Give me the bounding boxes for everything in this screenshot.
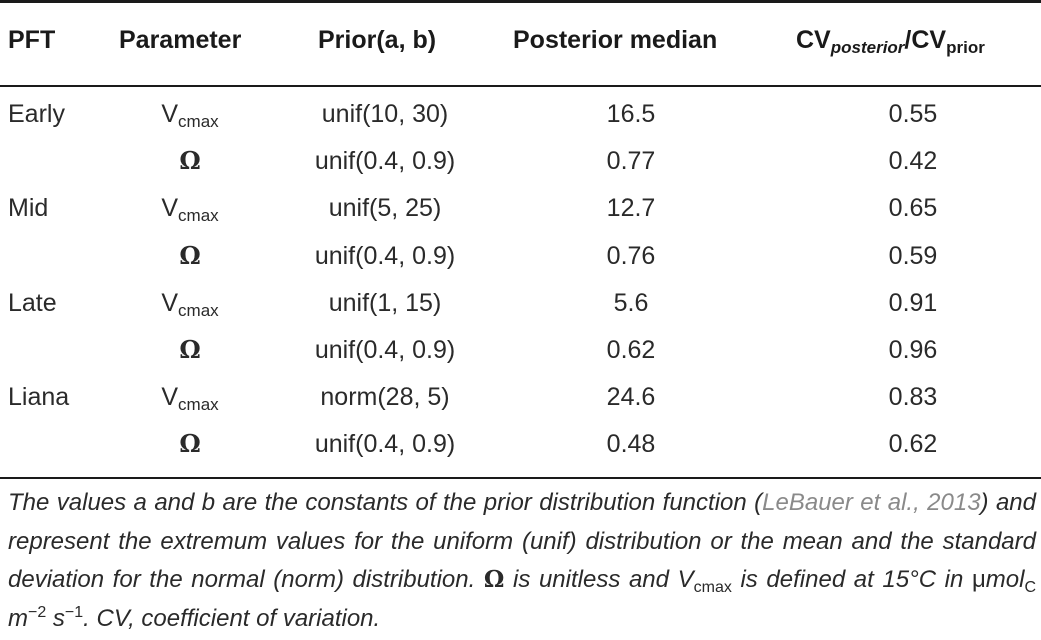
footnote-mol: mol <box>985 566 1025 593</box>
footnote-mol-sub: C <box>1024 579 1037 596</box>
cell-posterior-median-text: 5.6 <box>613 288 649 317</box>
vcmax-main: V <box>161 100 179 128</box>
cell-prior-text: unif(0.4, 0.9) <box>314 336 456 364</box>
footnote-v-sub: cmax <box>693 579 732 596</box>
top-rule <box>0 0 1041 3</box>
vcmax-main: V <box>161 288 179 317</box>
footnote-part5: . CV, coefficient of variation. <box>83 604 381 632</box>
header-parameter: Parameter <box>119 26 242 54</box>
omega-symbol: Ω <box>179 146 201 176</box>
header-prior: Prior(a, b) <box>318 26 437 54</box>
cell-posterior-median-text: 0.48 <box>606 430 656 459</box>
footnote-part3: is unitless and <box>504 566 678 593</box>
table-row <box>0 426 1041 473</box>
footnote-part4: is defined at 15°C in <box>731 566 972 593</box>
vcmax-symbol <box>161 285 218 321</box>
table-row <box>0 96 1041 143</box>
cell-posterior-median-text: 0.76 <box>606 241 656 270</box>
vcmax-symbol <box>161 379 218 415</box>
cell-pft: Late <box>8 288 57 317</box>
cell-cv-ratio-text: 0.62 <box>888 430 938 459</box>
cell-prior-text: unif(0.4, 0.9) <box>314 241 456 270</box>
cell-pft: Early <box>8 100 65 128</box>
footnote-citation-link[interactable]: LeBauer et al., 2013 <box>762 489 981 516</box>
cell-cv-ratio-text: 0.96 <box>888 336 938 364</box>
table-row <box>0 332 1041 379</box>
cell-posterior-median-text: 24.6 <box>606 383 656 412</box>
bottom-rule <box>0 477 1041 479</box>
cell-cv-ratio-text: 0.59 <box>888 241 938 270</box>
omega-symbol: Ω <box>179 335 201 364</box>
table-footnote <box>8 484 1036 638</box>
header-cv-den-sub: prior <box>946 38 985 57</box>
cell-prior-text: unif(5, 25) <box>328 194 442 223</box>
vcmax-sub: cmax <box>178 395 219 415</box>
table-row <box>0 190 1041 237</box>
footnote-s: s <box>46 604 65 632</box>
table-row <box>0 238 1041 285</box>
footnote-v-main: V <box>677 566 694 593</box>
vcmax-sub: cmax <box>178 300 219 320</box>
header-rule <box>0 85 1041 87</box>
cell-posterior-median-text: 16.5 <box>606 100 656 128</box>
footnote-part1: The values a and b are the constants of the prior distribution function ( <box>8 489 763 516</box>
cell-posterior-median-text: 12.7 <box>606 194 656 223</box>
table-row <box>0 143 1041 190</box>
cell-cv-ratio-text: 0.83 <box>888 383 938 412</box>
cell-cv-ratio-text: 0.91 <box>888 288 938 317</box>
header-cv-ratio <box>796 22 985 58</box>
cell-prior-text: unif(0.4, 0.9) <box>314 147 456 176</box>
cell-cv-ratio-text: 0.55 <box>888 100 938 128</box>
cell-prior-text: unif(1, 15) <box>328 288 442 317</box>
header-pft: PFT <box>8 26 56 54</box>
cell-cv-ratio-text: 0.65 <box>888 194 938 223</box>
cell-cv-ratio-text: 0.42 <box>888 147 938 176</box>
table-row <box>0 379 1041 426</box>
cell-posterior-median-text: 0.62 <box>606 336 656 364</box>
footnote-omega-symbol: Ω <box>483 566 505 593</box>
footnote-part2: ) and represent the extremum values for the uniform (unif) distribution or the mean and the standard deviation for the normal (norm) distribution. <box>8 489 1036 593</box>
cell-prior-text: unif(10, 30) <box>321 100 449 128</box>
cell-pft: Liana <box>8 383 70 412</box>
footnote-m-sup: −2 <box>28 603 47 621</box>
cell-posterior-median-text: 0.77 <box>606 147 656 176</box>
table-row <box>0 285 1041 332</box>
cell-prior-text: norm(28, 5) <box>320 383 450 412</box>
vcmax-main: V <box>161 194 179 223</box>
header-cv-num-sub: posterior <box>830 38 905 57</box>
vcmax-main: V <box>161 383 179 412</box>
omega-symbol: Ω <box>179 240 201 270</box>
vcmax-sub: cmax <box>178 206 219 226</box>
vcmax-sub: cmax <box>178 112 219 131</box>
header-cv-main: CV <box>796 26 831 54</box>
footnote-mu: μ <box>971 566 986 593</box>
header-posterior-median: Posterior median <box>513 26 718 54</box>
cell-pft: Mid <box>8 194 49 223</box>
footnote-m: m <box>8 604 28 632</box>
header-cv-slash: /CV <box>904 26 947 54</box>
cell-prior-text: unif(0.4, 0.9) <box>314 430 456 459</box>
omega-symbol: Ω <box>179 429 201 459</box>
vcmax-symbol <box>161 96 218 132</box>
footnote-s-sup: −1 <box>64 603 84 621</box>
vcmax-symbol <box>161 190 218 226</box>
